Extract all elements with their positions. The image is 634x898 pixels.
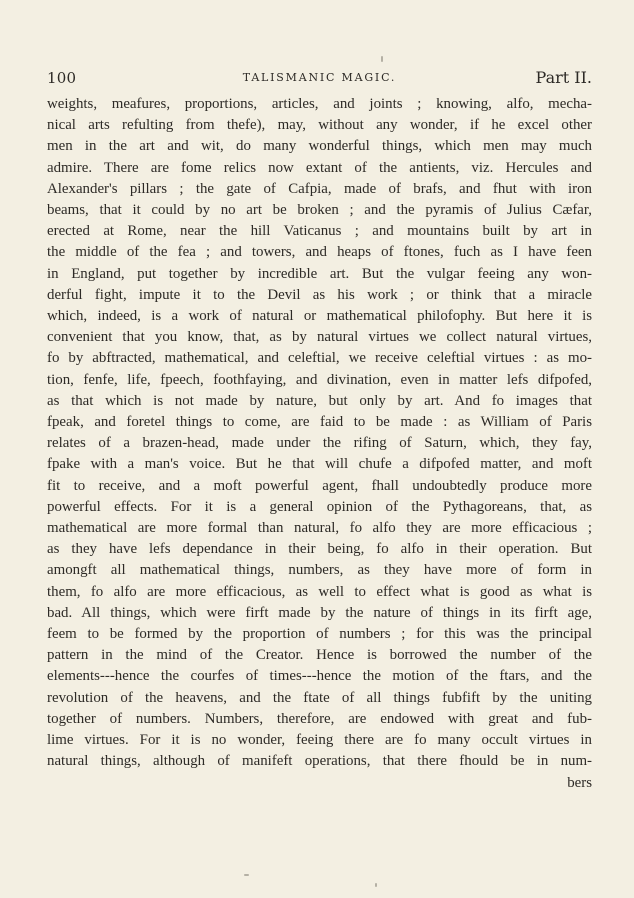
text-line: Alexander's pillars ; the gate of Cafpia, made of brafs, and fhut with iron — [47, 180, 592, 197]
text-line: weights, meafures, proportions, articles, and joints ; knowing, alfo, mecha- — [47, 96, 592, 112]
text-line: derful fight, impute it to the Devil as his work ; or think that a miracle — [47, 286, 592, 303]
paper-mark — [381, 56, 383, 62]
body-text — [47, 94, 592, 794]
text-line: the middle of the fea ; and towers, and heaps of ftones, fuch as I have feen — [47, 244, 592, 261]
catchword: bers — [567, 774, 592, 791]
text-line: relates of a brazen-head, made under the rifing of Saturn, which, they fay, — [47, 435, 592, 452]
text-line: lime virtues. For it is no wonder, feeing there are fo many occult virtues in — [47, 732, 592, 749]
text-line: natural things, although of manifeft operations, that there fhould be in num- — [47, 753, 592, 770]
page-header — [47, 66, 592, 90]
text-line: tion, fenfe, life, fpeech, foothfaying, and divination, even in matter lefs difpofed, — [47, 371, 592, 388]
text-line: amongft all mathematical things, numbers, as they have more of form in — [47, 562, 592, 579]
text-line: beams, that it could by no art be broken ; and the pyramis of Julius Cæfar, — [47, 202, 592, 219]
text-line: bad. All things, which were firft made by the nature of things in its firft age, — [47, 604, 592, 621]
text-line: fit to receive, and a moft powerful agent, fhall undoubtedly produce more — [47, 477, 592, 494]
text-line: men in the art and wit, do many wonderful things, which men may much — [47, 138, 592, 155]
text-line: elements---hence the courfes of times---hence the motion of the ftars, and the — [47, 668, 592, 685]
text-line: pattern in the mind of the Creator. Hence is borrowed the number of the — [47, 647, 592, 664]
text-line: convenient that you know, that, as by natural virtues we collect natural virtues, — [47, 329, 592, 346]
page-number: 100 — [47, 69, 77, 87]
text-line: which, indeed, is a work of natural or mathematical philofophy. But here it is — [47, 308, 592, 325]
text-line: revolution of the heavens, and the ftate of all things fubfift by the uniting — [47, 689, 592, 706]
running-title: TALISMANIC MAGIC. — [242, 71, 397, 84]
text-line: mathematical are more formal than natural, fo alfo they are more efficacious ; — [47, 520, 592, 537]
text-line: powerful effects. For it is a general opinion of the Pythagoreans, that, as — [47, 498, 592, 515]
text-line: as they have lefs dependance in their being, fo alfo in their operation. But — [47, 541, 592, 558]
text-line: admire. There are fome relics now extant of the antients, viz. Hercules and — [47, 159, 592, 176]
text-line: together of numbers. Numbers, therefore, are endowed with great and fub- — [47, 710, 592, 727]
text-line: fo by abftracted, mathematical, and celeftial, we receive celeftial virtues : as mo- — [47, 350, 592, 367]
paper-mark — [375, 883, 377, 887]
text-line: feem to be formed by the proportion of numbers ; for this was the principal — [47, 626, 592, 643]
paper-mark — [244, 874, 249, 876]
text-line: fpeak, and foretel things to come, are faid to be made : as William of Paris — [47, 414, 592, 431]
text-line: as that which is not made by nature, but only by art. And fo images that — [47, 392, 592, 409]
part-label: Part II. — [535, 68, 592, 87]
text-line: erected at Rome, near the hill Vaticanus ; and mountains built by art in — [47, 223, 592, 240]
text-line: in England, put together by incredible art. But the vulgar feeing any won- — [47, 265, 592, 282]
text-line: fpake with a man's voice. But he that will chufe a difpofed matter, and moft — [47, 456, 592, 473]
text-line: nical arts refulting from thefe), may, without any wonder, if he excel other — [47, 117, 592, 134]
text-line: them, fo alfo are more efficacious, as well to effect what is good as what is — [47, 583, 592, 600]
